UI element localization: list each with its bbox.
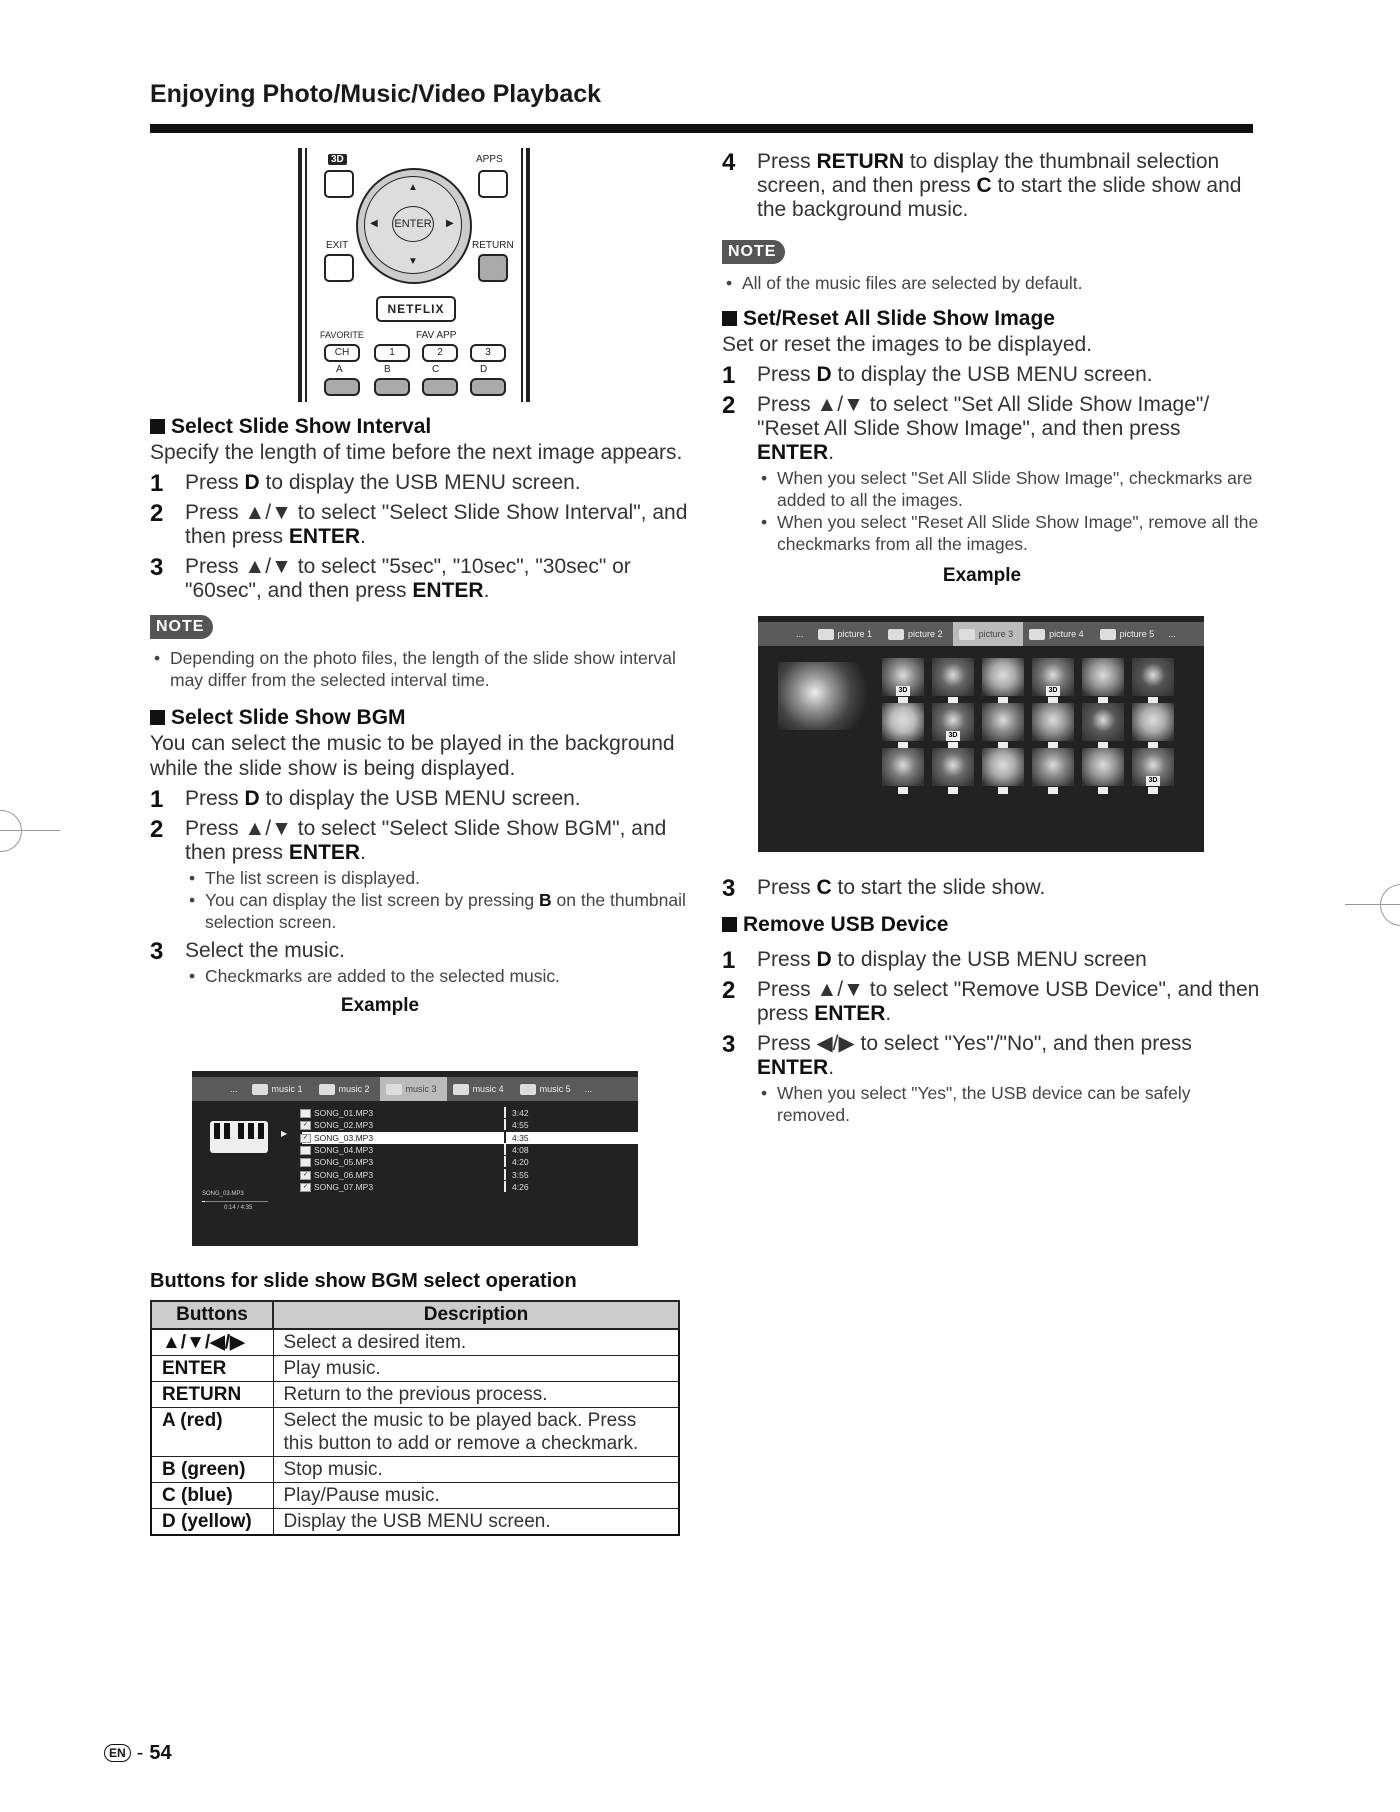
table-cell-description: Stop music. [273,1457,679,1483]
song-row[interactable] [292,1156,592,1168]
bgm-step-3: 3 Select the music. • Checkmarks are added to the selected music. [150,939,690,987]
remote-d-label: D [480,364,488,375]
square-bullet-icon [150,710,165,725]
table-row [151,1509,679,1536]
square-bullet-icon [722,311,737,326]
remove-heading: Remove USB Device [722,912,1262,938]
photo-thumbnail[interactable] [1082,748,1124,786]
photo-thumbnail[interactable] [982,748,1024,786]
table-cell-description: Return to the previous process. [273,1382,679,1408]
bgm-step3-bullet: • Checkmarks are added to the selected music. [185,965,690,987]
checkmark-icon [998,787,1008,794]
tab-ellipsis-right: ... [1168,629,1176,639]
folder-icon [319,1084,335,1095]
table-row [151,1356,679,1382]
checkbox[interactable]: ✓ [300,1121,311,1130]
arrow-up-icon: ▲ [408,182,418,193]
bgm-heading: Select Slide Show BGM [150,705,690,731]
song-name: SONG_06.MP3 [314,1169,374,1180]
song-name: SONG_05.MP3 [314,1157,374,1168]
checkmark-icon [1098,787,1108,794]
setreset-bullet-1: • When you select "Set All Slide Show Image", checkmarks are added to all the images. [757,467,1262,511]
tab-picture-2: picture 2 [882,622,953,646]
table-cell-button: RETURN [151,1382,273,1408]
table-cell-button: A (red) [151,1408,273,1457]
table-cell-description: Select the music to be played back. Press this button to add or remove a checkmark. [273,1408,679,1457]
song-duration: 4:26 [512,1181,529,1192]
remote-fav-app-label: FAV APP [416,330,457,341]
thumbnail-step-4: 4 Press RETURN to display the thumbnail selection screen, and then press C to start the slide show and the background music. [722,149,1242,221]
photo-thumbnail[interactable] [932,748,974,786]
bgm-table-title: Buttons for slide show BGM select operation [150,1270,577,1292]
remote-return-label: RETURN [472,240,514,251]
remote-apps-button [478,170,508,198]
picture-tab-bar [758,622,1204,646]
registration-mark-right-circle [1380,884,1400,926]
table-cell-button: B (green) [151,1457,273,1483]
table-row [151,1382,679,1408]
song-divider [504,1156,506,1167]
photo-thumbnail[interactable] [882,703,924,741]
folder-icon [520,1084,536,1095]
right-column-lower [722,876,1262,1130]
setreset-step-1: 1 Press D to display the USB MENU screen. [722,362,1153,389]
right-column [722,150,1262,593]
arrow-left-icon: ◀ [370,218,378,229]
now-playing-progress [202,1201,268,1202]
now-playing-time: 0:14 / 4:35 [224,1205,253,1211]
table-row [151,1483,679,1509]
song-divider [504,1132,506,1143]
song-name: SONG_01.MP3 [314,1108,374,1118]
page-number: 54 [149,1742,172,1764]
photo-thumbnail[interactable] [1132,703,1174,741]
tab-picture-1: picture 1 [812,622,883,646]
bgm-intro: You can select the music to be played in the background while the slide show is being displayed. [150,732,675,780]
remote-3d-button [324,170,354,198]
interval-heading: Select Slide Show Interval [150,414,690,440]
photo-thumbnail[interactable] [1082,703,1124,741]
remote-exit-label: EXIT [326,240,349,251]
remote-return-button [478,254,508,282]
checkbox[interactable]: ✓ [300,1134,311,1143]
song-divider [504,1119,506,1130]
interval-intro: Specify the length of time before the next image appears. [150,441,683,464]
setreset-intro: Set or reset the images to be displayed. [722,333,1093,356]
table-cell-button: ▲/▼/◀/▶ [151,1329,273,1356]
checkbox[interactable]: ✓ [300,1183,311,1192]
bgm-step2-bullet-1: • The list screen is displayed. [185,867,690,889]
table-row [151,1457,679,1483]
remove-step-3: 3 Press ◀/▶ to select "Yes"/"No", and then press ENTER. • When you select "Yes", the USB device can be safely removed. [722,1032,1262,1126]
tab-picture-5: picture 5 [1094,622,1165,646]
photo-thumbnail[interactable] [982,658,1024,696]
table-cell-description: Display the USB MENU screen. [273,1509,679,1536]
tab-music-1: music 1 [246,1077,313,1101]
song-list [292,1107,592,1197]
song-row[interactable] [302,1132,638,1144]
remote-d-button [470,378,506,396]
setreset-heading: Set/Reset All Slide Show Image [722,306,1262,332]
music-list-screen [192,1071,638,1246]
tab-ellipsis-left: ... [230,1084,238,1094]
photo-thumbnail[interactable] [932,658,974,696]
song-duration: 3:42 [512,1108,529,1118]
play-cursor-icon: ▶ [281,1129,288,1138]
piano-icon [210,1121,268,1153]
song-name: SONG_02.MP3 [314,1120,374,1131]
table-cell-description: Select a desired item. [273,1329,679,1356]
remote-fav3-button: 3 [470,344,506,362]
table-row [151,1329,679,1356]
left-column [150,414,690,1023]
remote-c-button [422,378,458,396]
remote-3d-label: 3D [328,154,347,165]
remote-a-label: A [336,364,343,375]
large-preview-image [778,662,870,730]
folder-icon [959,629,975,640]
song-row[interactable] [292,1144,592,1156]
arrow-down-icon: ▼ [408,256,418,267]
checkbox[interactable] [300,1109,311,1118]
photo-thumbnail[interactable] [1032,748,1074,786]
remote-favorite-label: FAVORITE [320,330,364,340]
tab-music-5: music 5 [514,1077,581,1101]
checkbox[interactable]: ✓ [300,1171,311,1180]
photo-thumbnail[interactable] [1132,658,1174,696]
photo-thumbnail[interactable] [882,748,924,786]
setreset-step-2: 2 Press ▲/▼ to select "Set All Slide Show Image"/ "Reset All Slide Show Image", and then press ENTER. • When you select "Set All Slide Show Image", checkmarks are added to all the images. • When you select "Reset All Slide Show Image", remove all the checkmarks from all the images. [722,393,1262,555]
song-name: SONG_03.MP3 [314,1132,374,1143]
bgm-example-label: Example [340,995,420,1016]
registration-mark-left-circle [0,810,22,852]
bgm-step2-bullet-2: • You can display the list screen by pressing B on the thumbnail selection screen. [185,889,690,933]
tab-ellipsis-right: ... [584,1084,593,1094]
page-title: Enjoying Photo/Music/Video Playback [150,80,602,108]
song-divider [504,1169,506,1180]
thumbnail-grid [882,658,1202,838]
three-d-badge: 3D [1146,776,1160,786]
song-duration: 4:20 [512,1157,529,1168]
setreset-example-label: Example [942,565,1022,586]
square-bullet-icon [722,917,737,932]
checkmark-icon [948,787,958,794]
setreset-bullet-2: • When you select "Reset All Slide Show Image", remove all the checkmarks from all the images. [757,511,1262,555]
table-cell-button: C (blue) [151,1483,273,1509]
remote-dpad [356,168,472,284]
song-row[interactable] [292,1119,592,1131]
remote-enter-button: ENTER [392,206,434,242]
header-rule [150,124,1253,133]
table-row [151,1408,679,1457]
song-duration: 3:55 [512,1169,529,1180]
three-d-badge: 3D [946,731,960,741]
checkmark-icon [1048,787,1058,794]
remove-step-1: 1 Press D to display the USB MENU screen [722,947,1147,974]
interval-step-1: 1 Press D to display the USB MENU screen. [150,470,581,497]
bgm-step-2: 2 Press ▲/▼ to select "Select Slide Show BGM", and then press ENTER. • The list screen is displayed. • You can display the list screen by pressing B on the thumbnail selection screen. [150,817,690,933]
remote-illustration [298,148,530,402]
table-cell-description: Play music. [273,1356,679,1382]
folder-icon [888,629,904,640]
table-header-row [151,1301,679,1329]
tab-music-2: music 2 [313,1077,380,1101]
remote-fav1-button: 1 [374,344,410,362]
tab-music-3: music 3 [380,1077,447,1101]
checkmark-icon [898,787,908,794]
now-playing-title: SONG_03.MP3 [202,1191,244,1197]
remove-step-2: 2 Press ▲/▼ to select "Remove USB Device", and then press ENTER. [722,977,1260,1025]
song-divider [504,1107,506,1118]
folder-icon [1029,629,1045,640]
arrow-right-icon: ▶ [446,218,454,229]
table-cell-button: D (yellow) [151,1509,273,1536]
checkmark-icon [1148,787,1158,794]
note-badge: NOTE [150,615,213,639]
table-header-buttons: Buttons [151,1301,273,1329]
song-divider [504,1144,506,1155]
checkbox[interactable] [300,1158,311,1167]
tab-picture-3: picture 3 [953,622,1024,646]
remote-fav2-button: 2 [422,344,458,362]
tab-picture-4: picture 4 [1023,622,1094,646]
remote-a-button [324,378,360,396]
interval-step-3: 3 Press ▲/▼ to select "5sec", "10sec", "30sec" or "60sec", and then press ENTER. [150,554,631,602]
language-badge: EN [104,1744,131,1762]
song-duration: 4:35 [512,1132,529,1143]
remote-apps-label: APPS [476,154,503,165]
song-duration: 4:55 [512,1120,529,1131]
page-footer [104,1742,172,1765]
remote-b-label: B [384,364,391,375]
table-cell-button: ENTER [151,1356,273,1382]
song-row[interactable] [292,1169,592,1181]
remote-ch-button: CH [324,344,360,362]
folder-icon [252,1084,268,1095]
bgm-step-1: 1 Press D to display the USB MENU screen. [150,786,581,813]
song-duration: 4:08 [512,1144,529,1155]
bgm-buttons-table [150,1300,680,1536]
photo-thumbnail[interactable] [1082,658,1124,696]
tab-music-4: music 4 [447,1077,514,1101]
remote-c-label: C [432,364,440,375]
netflix-button: NETFLIX [376,296,456,322]
three-d-badge: 3D [896,686,910,696]
square-bullet-icon [150,419,165,434]
song-divider [504,1181,506,1192]
note-badge: NOTE [722,240,785,264]
remote-exit-button [324,254,354,282]
folder-icon [818,629,834,640]
slideshow-step-3: 3 Press C to start the slide show. [722,875,1046,902]
song-row[interactable] [292,1107,592,1119]
interval-note: • Depending on the photo files, the length of the slide show interval may differ from the selected interval time. [150,647,690,691]
folder-icon [1100,629,1116,640]
three-d-badge: 3D [1046,686,1060,696]
photo-thumbnail[interactable] [1032,703,1074,741]
song-row[interactable] [292,1181,592,1193]
interval-step-2: 2 Press ▲/▼ to select "Select Slide Show Interval", and then press ENTER. [150,500,688,548]
song-name: SONG_04.MP3 [314,1144,374,1155]
table-cell-description: Play/Pause music. [273,1483,679,1509]
table-header-description: Description [273,1301,679,1329]
music-note: • All of the music files are selected by default. [722,272,1262,294]
checkbox[interactable] [300,1146,311,1155]
remove-bullet: • When you select "Yes", the USB device can be safely removed. [757,1082,1262,1126]
remote-b-button [374,378,410,396]
folder-icon [453,1084,469,1095]
picture-thumbnail-screen [758,616,1204,852]
music-tab-bar [192,1077,638,1101]
folder-icon [386,1084,402,1095]
song-name: SONG_07.MP3 [314,1181,374,1192]
footer-separator: - [136,1742,144,1764]
photo-thumbnail[interactable] [982,703,1024,741]
tab-ellipsis-left: ... [796,629,804,639]
